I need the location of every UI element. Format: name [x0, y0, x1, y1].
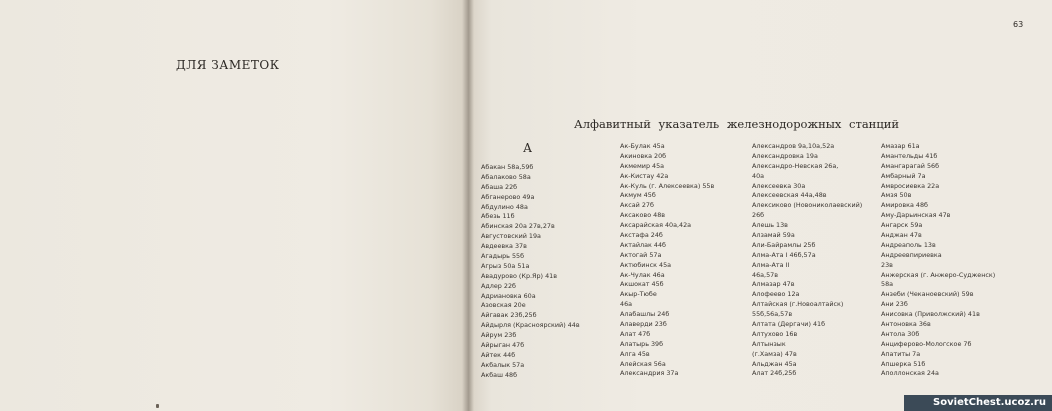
index-entry: Айрум 23б — [481, 331, 517, 340]
index-entry: Анциферово-Мологское 7б — [881, 339, 972, 348]
index-entry: Антола 30б — [881, 329, 920, 338]
index-entry: Амвросиевка 22а — [881, 181, 940, 190]
left-page — [0, 0, 468, 411]
index-column-3 — [752, 142, 862, 379]
index-entry: Алабашлы 24б — [620, 310, 670, 319]
index-entry: Али-Байрамлы 25б — [752, 240, 816, 249]
index-entry: Александров 9а,10а,52а — [752, 142, 835, 150]
index-entry: Амировка 48б — [881, 201, 928, 210]
index-entry: Агадырь 55б — [481, 252, 525, 261]
index-entry: Абезь 11б — [481, 212, 515, 221]
index-entry: 40а — [752, 171, 765, 180]
index-entry: 26б — [752, 211, 765, 220]
index-entry: Айтек 44б — [481, 350, 516, 359]
index-entry: Алма-Ата II — [752, 260, 790, 269]
book-gutter — [462, 0, 474, 411]
index-entry: Айрыган 47б — [481, 341, 525, 350]
index-entry: Аполлонская 24а — [881, 369, 939, 378]
index-entry: Алат 24б,25б — [752, 369, 797, 378]
index-entry: Акбалык 57а — [481, 360, 525, 369]
index-entry: Анжерская (г. Анжеро-Судженск) — [881, 270, 996, 279]
index-entry: Амантельды 41б — [881, 151, 938, 160]
index-entry: Абаша 22б — [481, 182, 518, 191]
index-entry: Алмазар 47в — [752, 280, 795, 289]
index-column-4 — [881, 142, 995, 379]
index-entry: Акбаш 48б — [481, 370, 518, 379]
index-entry: Алексиково (Новониколаевский) — [752, 201, 863, 210]
index-entry: Актюбинск 45а — [620, 260, 672, 269]
index-entry: Алма-Ата I 46б,57а — [752, 250, 816, 259]
index-entry: Аксай 27б — [620, 201, 654, 210]
index-entry: Алаверди 23б — [620, 320, 667, 329]
index-heading: Алфавитный указатель железнодорожных станций — [574, 117, 900, 131]
index-entry: Алтухово 16в — [752, 329, 798, 338]
index-entry: 58а — [881, 280, 894, 289]
index-entry: Александро-Невская 26а, — [752, 161, 839, 170]
index-entry: Ани 23б — [881, 300, 908, 309]
index-entry: Актогай 57а — [620, 250, 662, 259]
index-entry: Альджан 45а — [752, 359, 797, 368]
index-entry: Авдеевка 37в — [481, 242, 527, 251]
index-entry: Ак-Булак 45а — [620, 142, 665, 150]
index-entry: (г.Хамза) 47в — [752, 349, 797, 358]
index-entry: Апшерка 51б — [881, 359, 926, 368]
index-entry: Аксаково 48в — [620, 211, 666, 220]
index-entry: Абакан 58а,59б — [481, 163, 534, 171]
watermark-banner — [904, 395, 1052, 411]
index-entry: Анисовка (Приволжский) 41в — [881, 310, 980, 319]
index-entry: 23в — [881, 260, 893, 269]
index-entry: Айдырля (Красноярский) 44в — [481, 321, 580, 330]
index-entry: Абдулино 48а — [481, 202, 528, 211]
index-entry: Амазар 61а — [881, 142, 920, 150]
index-entry: Алга 45в — [620, 349, 650, 358]
index-entry: Айгавак 23б,25б — [481, 311, 537, 320]
index-entry: Анзеби (Чеканоевский) 59в — [881, 290, 974, 299]
paper-speck — [156, 404, 159, 408]
index-entry: Андреевпириевка — [881, 250, 942, 259]
index-entry: Ангарск 59а — [881, 221, 923, 230]
index-entry: Алатырь 39б — [620, 339, 664, 348]
page-number: 63 — [1013, 20, 1024, 29]
notes-heading: ДЛЯ ЗАМЕТОК — [176, 58, 280, 72]
index-entry: Алат 47б — [620, 329, 651, 338]
index-entry: Алексеевка 30а — [752, 181, 806, 190]
index-column-1 — [481, 163, 580, 381]
index-entry: Аму-Дарьинская 47в — [881, 211, 951, 220]
index-entry: Акмум 45б — [620, 191, 656, 200]
index-entry: 55б,56а,57в — [752, 310, 793, 319]
watermark-text: SovietChest.ucoz.ru — [933, 397, 1046, 408]
index-entry: Алейская 56а — [620, 359, 666, 368]
index-entry: 46а,57в — [752, 270, 778, 279]
index-column-2 — [620, 142, 714, 379]
index-entry: Акмемир 45а — [620, 161, 665, 170]
index-entry: Алтынзык — [752, 339, 786, 348]
index-entry: Амангарагай 56б — [881, 161, 940, 170]
index-entry: Алтата (Дергачи) 41б — [752, 320, 826, 329]
index-entry: Алофеево 12а — [752, 290, 800, 299]
index-entry: Алзамай 59а — [752, 231, 795, 240]
index-entry: Алексеевская 44а,48в — [752, 191, 827, 200]
index-entry: Апатиты 7а — [881, 349, 921, 358]
index-entry: Авадурово (Кр.Яр) 41в — [481, 271, 557, 280]
index-entry: Азовская 20е — [481, 301, 526, 310]
index-letter: А — [523, 141, 533, 155]
index-entry: Акшокат 45б — [620, 280, 664, 289]
index-entry: Аксарайская 40а,42а — [620, 221, 692, 230]
index-entry: Абалаково 58а — [481, 172, 531, 181]
index-entry: Абганерово 49а — [481, 192, 535, 201]
index-entry: Андреаполь 13в — [881, 240, 936, 249]
index-entry: Актайлак 44б — [620, 240, 666, 249]
index-entry: Анджан 47в — [881, 231, 922, 240]
index-entry: 46а — [620, 300, 633, 309]
index-entry: Амзя 50в — [881, 191, 912, 200]
index-entry: Ак-Куль (г. Алексеевка) 55в — [620, 181, 715, 190]
index-entry: Авгуcтовский 19а — [481, 232, 541, 241]
index-entry: Алешь 13в — [752, 221, 788, 230]
index-entry: Ак-Чулак 46а — [620, 270, 665, 279]
index-entry: Акстафа 24б — [620, 231, 663, 240]
index-entry: Алтайская (г.Новоалтайск) — [752, 300, 844, 309]
index-entry: Ак-Кистау 42а — [620, 171, 669, 180]
index-entry: Адриановка 60а — [481, 291, 536, 300]
index-entry: Акыр-Тюбе — [620, 290, 657, 299]
index-entry: Адлер 22б — [481, 281, 516, 290]
index-entry: Александрия 37а — [620, 369, 679, 378]
index-entry: Александровка 19а — [752, 151, 818, 160]
index-entry: Агрыз 50а 51а — [481, 261, 530, 270]
index-entry: Акиновка 20б — [620, 151, 667, 160]
index-entry: Антоновка 36в — [881, 320, 931, 329]
index-entry: Амбарный 7а — [881, 171, 926, 180]
index-entry: Абинская 20а 27в,27в — [481, 222, 555, 231]
